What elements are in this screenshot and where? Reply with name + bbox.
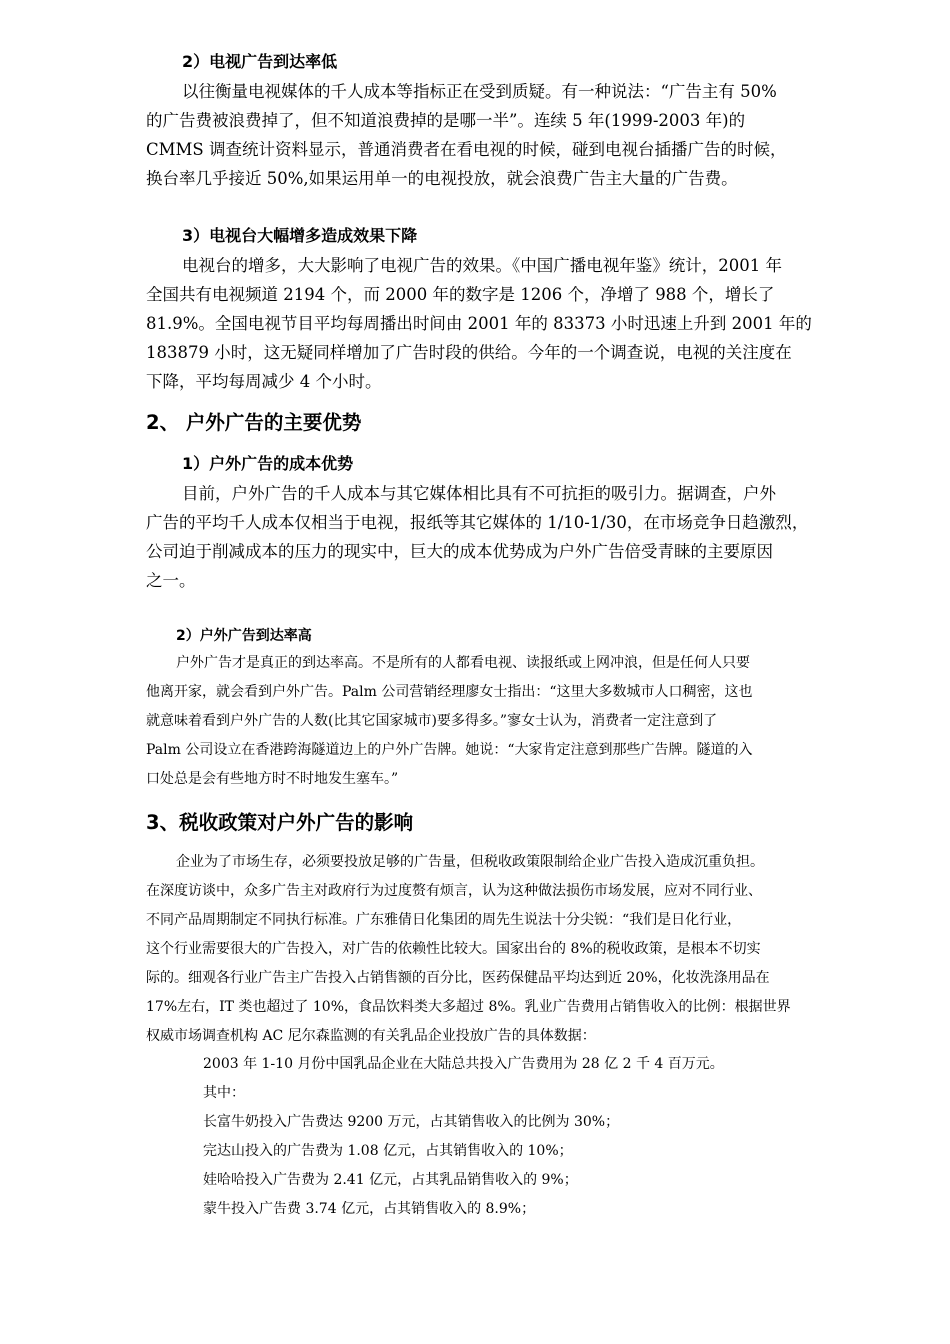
paragraph-line: 口处总是会有些地方时不时地发生塞车。” <box>146 771 399 787</box>
paragraph-line: 换台率几乎接近 50%,如果运用单一的电视投放，就会浪费广告主大量的广告费。 <box>146 169 738 188</box>
paragraph-line: 全国共有电视频道 2194 个，而 2000 年的数字是 1206 个，净增了 988 个，增长了 <box>146 285 775 304</box>
subheading-outdoor-reach-high: 2）户外广告到达率高 <box>176 628 312 644</box>
paragraph-line: 在深度访谈中，众多广告主对政府行为过度赘有烦言，认为这种做法损伤市场发展，应对不同行业、 <box>146 883 762 899</box>
subheading-tv-stations-increase: 3）电视台大幅增多造成效果下降 <box>182 226 418 245</box>
subheading-tv-reach-low: 2）电视广告到达率低 <box>182 52 338 71</box>
subheading-outdoor-cost: 1）户外广告的成本优势 <box>182 454 354 473</box>
data-line: 娃哈哈投入广告费为 2.41 亿元，占其乳品销售收入的 9%； <box>203 1172 578 1188</box>
section-heading-outdoor-advantages: 2、 户外广告的主要优势 <box>146 411 362 434</box>
paragraph-line: 不同产品周期制定不同执行标准。广东雅倩日化集团的周先生说法十分尖锐：“我们是日化行业， <box>146 912 742 928</box>
data-line: 蒙牛投入广告费 3.74 亿元，占其销售收入的 8.9%； <box>203 1201 536 1217</box>
paragraph-line: 17%左右，IT 类也超过了 10%，食品饮料类大多超过 8%。乳业广告费用占销售收入的比例：根据世界 <box>146 999 791 1015</box>
paragraph-line: 公司迫于削减成本的压力的现实中，巨大的成本优势成为户外广告倍受青睐的主要原因 <box>146 542 773 561</box>
paragraph-line: 目前，户外广告的千人成本与其它媒体相比具有不可抗拒的吸引力。据调查，户外 <box>182 484 776 503</box>
paragraph-line: 户外广告才是真正的到达率高。不是所有的人都看电视、读报纸或上网冲浪，但是任何人只要 <box>176 655 750 671</box>
section-heading-tax-policy: 3、税收政策对户外广告的影响 <box>146 811 414 834</box>
paragraph-line: 下降，平均每周减少 4 个小时。 <box>146 372 382 391</box>
paragraph-line: 他离开家，就会看到户外广告。Palm 公司营销经理廖女士指出：“这里大多数城市人口稠密，这也 <box>146 684 753 700</box>
paragraph-line: 183879 小时，这无疑同样增加了广告时段的供给。今年的一个调查说，电视的关注度在 <box>146 343 792 362</box>
paragraph-line: 就意味着看到户外广告的人数(比其它国家城市)要多得多。”寥女士认为，消费者一定注意到了 <box>146 713 718 729</box>
paragraph-line: 的广告费被浪费掉了，但不知道浪费掉的是哪一半”。连续 5 年(1999-2003 年)的 <box>146 111 746 130</box>
paragraph-line: 之一。 <box>146 571 196 590</box>
data-line: 长富牛奶投入广告费达 9200 万元，占其销售收入的比例为 30%； <box>203 1114 620 1130</box>
paragraph-line: 以往衡量电视媒体的千人成本等指标正在受到质疑。有一种说法：“广告主有 50% <box>182 82 777 101</box>
data-line: 其中： <box>203 1085 245 1101</box>
paragraph-line: 企业为了市场生存，必须要投放足够的广告量，但税收政策限制给企业广告投入造成沉重负担。 <box>176 854 764 870</box>
paragraph-line: 广告的平均千人成本仅相当于电视，报纸等其它媒体的 1/10-1/30，在市场竞争日趋激烈， <box>146 513 809 532</box>
paragraph-line: CMMS 调查统计资料显示，普通消费者在看电视的时候，碰到电视台插播广告的时候， <box>146 140 787 159</box>
paragraph-line: 电视台的增多，大大影响了电视广告的效果。《中国广播电视年鉴》统计，2001 年 <box>182 256 782 275</box>
paragraph-line: 际的。细观各行业广告主广告投入占销售额的百分比，医药保健品平均达到近 20%，化妆洗涤用品在 <box>146 970 770 986</box>
data-line: 2003 年 1-10 月份中国乳品企业在大陆总共投入广告费用为 28 亿 2 千 4 百万元。 <box>203 1056 724 1072</box>
paragraph-line: 81.9%。全国电视节目平均每周播出时间由 2001 年的 83373 小时迅速上升到 2001 年的 <box>146 314 812 333</box>
paragraph-line: 权威市场调查机构 AC 尼尔森监测的有关乳品企业投放广告的具体数据： <box>146 1028 596 1044</box>
paragraph-line: 这个行业需要很大的广告投入，对广告的依赖性比较大。国家出台的 8%的税收政策，是根本不切实 <box>146 941 761 957</box>
paragraph-line: Palm 公司设立在香港跨海隧道边上的户外广告牌。她说：“大家肯定注意到那些广告牌。隧道的入 <box>146 742 753 758</box>
data-line: 完达山投入的广告费为 1.08 亿元，占其销售收入的 10%； <box>203 1143 573 1159</box>
